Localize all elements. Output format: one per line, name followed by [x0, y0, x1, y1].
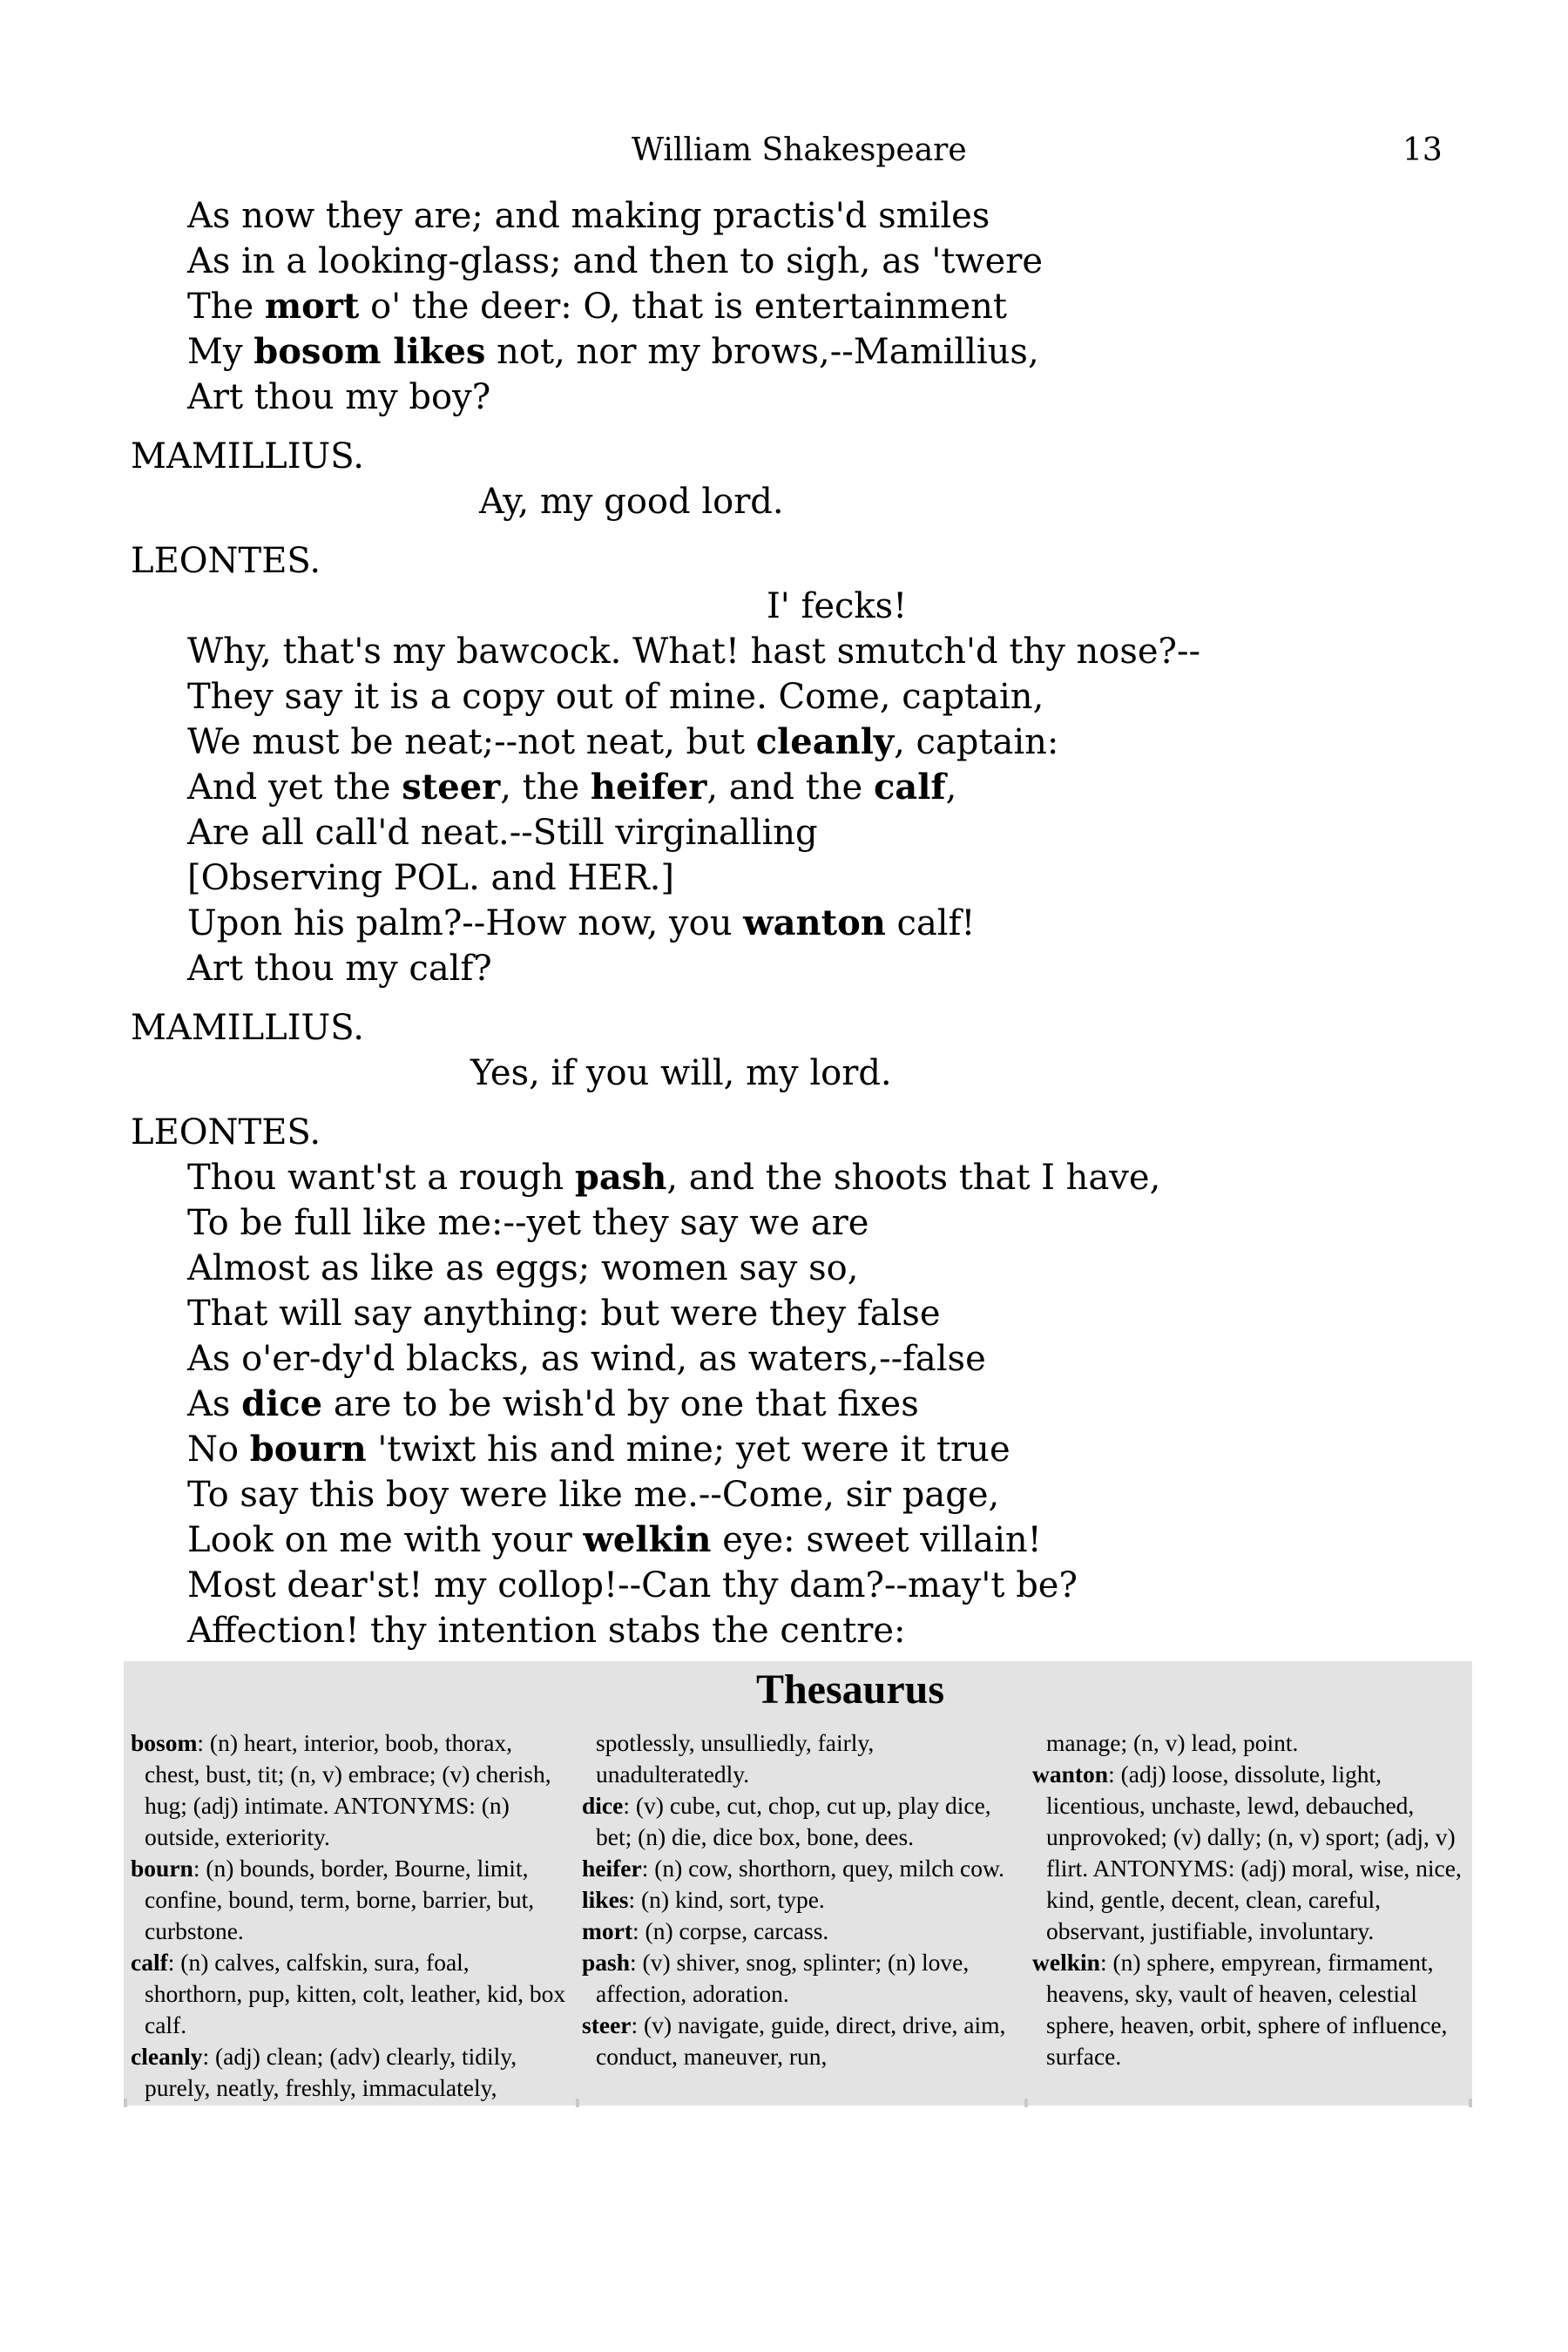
thesaurus-entry: calf: (n) calves, calfskin, sura, foal, shorthorn, pup, kitten, colt, leather, kid, box calf. — [131, 1949, 566, 2038]
thesaurus-entry: mort: (n) corpse, carcass. — [582, 1917, 829, 1944]
thesaurus-entry: likes: (n) kind, sort, type. — [582, 1886, 825, 1913]
thesaurus-entry: pash: (v) shiver, snog, splinter; (n) love, affection, adoration. — [582, 1949, 970, 2007]
verse-line: The mort o' the deer: O, that is entertainment — [187, 286, 1007, 327]
verse-line: They say it is a copy out of mine. Come, captain, — [187, 677, 1044, 717]
verse-block-3 — [131, 1155, 1490, 1653]
verse-line: Most dear'st! my collop!--Can thy dam?--may't be? — [187, 1565, 1078, 1605]
verse-line: To say this boy were like me.--Come, sir page, — [187, 1475, 1000, 1515]
glossed-word: bourn — [249, 1429, 367, 1470]
entry-term: calf — [131, 1949, 168, 1976]
thesaurus-entry: heifer: (n) cow, shorthorn, quey, milch cow. — [582, 1855, 1004, 1882]
thesaurus-entry: cleanly: (adj) clean; (adv) clearly, tidily, purely, neatly, freshly, immaculately, — [131, 2043, 517, 2101]
thesaurus-box — [124, 1661, 1472, 2105]
verse-line: Affection! thy intention stabs the centre: — [187, 1611, 906, 1651]
thesaurus-entry: dice: (v) cube, cut, chop, cut up, play dice, bet; (n) die, dice box, bone, dees. — [582, 1792, 991, 1850]
thesaurus-column-2 — [582, 1727, 1022, 2072]
verse-line: As dice are to be wish'd by one that fixes — [187, 1383, 919, 1424]
column-divider-mark — [124, 2099, 127, 2107]
entry-term: welkin — [1032, 1949, 1100, 1976]
column-divider-mark — [576, 2099, 579, 2107]
entry-term: wanton — [1032, 1761, 1109, 1788]
glossed-word: cleanly — [755, 721, 895, 762]
entry-term: bosom — [131, 1729, 198, 1756]
entry-term: steer — [582, 2011, 632, 2038]
verse-line: Thou want'st a rough pash, and the shoots that I have, — [187, 1157, 1161, 1198]
verse-line: No bourn 'twixt his and mine; yet were it true — [187, 1429, 1010, 1470]
verse-line: As now they are; and making practis'd smiles — [187, 196, 990, 236]
speaker-name: LEONTES. — [131, 1112, 321, 1152]
glossed-word: calf — [873, 767, 946, 808]
verse-line: And yet the steer, the heifer, and the calf, — [187, 767, 957, 808]
thesaurus-column-1 — [131, 1727, 566, 2104]
glossed-word: steer — [402, 767, 501, 808]
thesaurus-entry: wanton: (adj) loose, dissolute, light, licentious, unchaste, lewd, debauched, unprovoked; (v) dally; (n, v) sport; (adj, v) flirt. ANTONYMS: (adj) moral, wise, nice, kind, gentle, decent, clean, careful, observant, justifiable, involuntary. — [1032, 1761, 1462, 1944]
stage-direction: [Observing POL. and HER.] — [187, 858, 674, 898]
entry-term: bourn — [131, 1855, 193, 1882]
glossed-word: wanton — [743, 902, 886, 943]
verse-block-1 — [131, 193, 1490, 420]
entry-term: mort — [582, 1917, 633, 1944]
thesaurus-column-3 — [1032, 1727, 1472, 2072]
speaker-name: LEONTES. — [131, 541, 321, 581]
entry-term: likes — [582, 1886, 629, 1913]
verse-line: Almost as like as eggs; women say so, — [187, 1248, 859, 1288]
verse-line: Art thou my calf? — [187, 949, 492, 989]
thesaurus-columns — [131, 1727, 1467, 2099]
half-line: I' fecks! — [767, 586, 908, 626]
verse-line: My bosom likes not, nor my brows,--Mamillius, — [187, 331, 1039, 372]
verse-line: Are all call'd neat.--Still virginalling — [187, 813, 818, 853]
glossed-word: dice — [241, 1383, 323, 1424]
entry-term: pash — [582, 1949, 631, 1976]
speaker-name: MAMILLIUS. — [131, 1008, 364, 1048]
play-text — [131, 193, 1490, 1653]
verse-line: Why, that's my bawcock. What! hast smutch'd thy nose?-- — [187, 632, 1201, 672]
verse-line: That will say anything: but were they false — [187, 1294, 941, 1334]
verse-line: As o'er-dy'd blacks, as wind, as waters,--false — [187, 1339, 986, 1379]
verse-block-2 — [131, 629, 1490, 991]
thesaurus-title: Thesaurus — [755, 1666, 945, 1713]
verse-line: Art thou my boy? — [187, 377, 491, 417]
thesaurus-entry: steer: (v) navigate, guide, direct, drive, aim, conduct, maneuver, run, — [582, 2011, 1006, 2070]
verse-line: Upon his palm?--How now, you wanton calf! — [187, 902, 976, 943]
entry-continuation: manage; (n, v) lead, point. — [1046, 1729, 1299, 1756]
page-header — [0, 129, 1568, 172]
verse-line: Look on me with your welkin eye: sweet villain! — [187, 1519, 1042, 1560]
verse-line: We must be neat;--not neat, but cleanly, captain: — [187, 721, 1059, 762]
thesaurus-entry: welkin: (n) sphere, empyrean, firmament, heavens, sky, vault of heaven, celestial sphere, heaven, orbit, sphere of influence, surface. — [1032, 1949, 1448, 2070]
running-title: William Shakespeare — [632, 132, 967, 168]
speaker-name: MAMILLIUS. — [131, 436, 364, 476]
thesaurus-entry: bosom: (n) heart, interior, boob, thorax, chest, bust, tit; (n, v) embrace; (v) cherish, hug; (adj) intimate. ANTONYMS: (n) outside, exteriority. — [131, 1729, 551, 1850]
glossed-word: pash — [574, 1157, 667, 1198]
page-number: 13 — [1402, 132, 1443, 168]
entry-term: dice — [582, 1792, 624, 1819]
column-divider-mark — [1469, 2099, 1472, 2107]
half-line: Ay, my good lord. — [479, 482, 784, 522]
glossed-word: welkin — [583, 1519, 712, 1560]
glossed-word: bosom likes — [253, 331, 486, 372]
column-divider-mark — [1024, 2099, 1028, 2107]
glossed-word: heifer — [590, 767, 707, 808]
glossed-word: mort — [264, 286, 360, 327]
entry-continuation: spotlessly, unsulliedly, fairly, unadulteratedly. — [596, 1729, 875, 1788]
thesaurus-entry: bourn: (n) bounds, border, Bourne, limit, confine, bound, term, borne, barrier, but, curbstone. — [131, 1855, 535, 1944]
half-line: Yes, if you will, my lord. — [470, 1053, 892, 1093]
entry-term: cleanly — [131, 2043, 203, 2070]
verse-line: To be full like me:--yet they say we are — [187, 1203, 869, 1243]
entry-term: heifer — [582, 1855, 642, 1882]
verse-line: As in a looking-glass; and then to sigh, as 'twere — [187, 241, 1044, 281]
